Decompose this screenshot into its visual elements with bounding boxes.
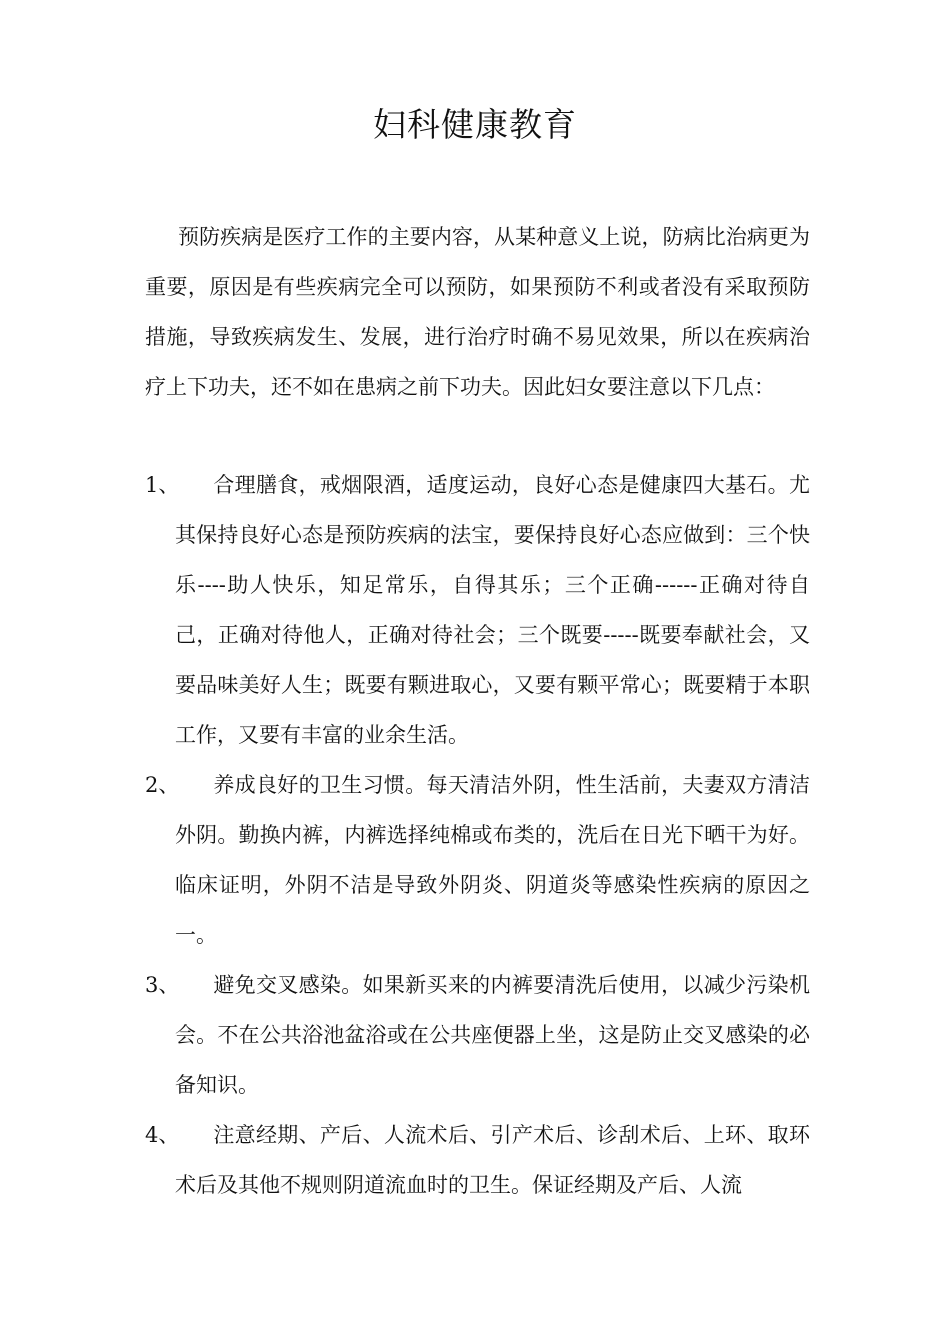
intro-paragraph: 预防疾病是医疗工作的主要内容，从某种意义上说，防病比治病更为重要，原因是有些疾病完全可以预防，如果预防不利或者没有采取预防措施，导致疾病发生、发展，进行治疗时确不易见效果，所以在疾病治疗上下功夫，还不如在患病之前下功夫。因此妇女要注意以下几点： [145,225,810,399]
list-item-text: 养成良好的卫生习惯。每天清洁外阴，性生活前，夫妻双方清洁外阴。勤换内裤，内裤选择纯棉或布类的，洗后在日光下晒干为好。临床证明，外阴不洁是导致外阴炎、阴道炎等感染性疾病的原因之一。 [175,773,810,947]
list-item [145,460,810,760]
list-item [145,1110,810,1210]
list-item-number: 4、 [145,1123,180,1147]
list-item-number: 3、 [145,973,180,997]
advice-list [145,460,810,1210]
list-item-text: 避免交叉感染。如果新买来的内裤要清洗后使用，以减少污染机会。不在公共浴池盆浴或在公共座便器上坐，这是防止交叉感染的必备知识。 [175,973,810,1097]
list-item-text: 合理膳食，戒烟限酒，适度运动，良好心态是健康四大基石。尤其保持良好心态是预防疾病的法宝，要保持良好心态应做到：三个快乐----助人快乐，知足常乐，自得其乐；三个正确------正确对待自己，正确对待他人，正确对待社会；三个既要-----既要奉献社会，又要品味美好人生；既要有颗进取心，又要有颗平常心；既要精于本职工作，又要有丰富的业余生活。 [175,473,810,747]
list-item [145,960,810,1110]
list-item-text: 注意经期、产后、人流术后、引产术后、诊刮术后、上环、取环术后及其他不规则阴道流血时的卫生。保证经期及产后、人流 [175,1123,810,1197]
list-item-number: 1、 [145,473,180,497]
document-title: 妇科健康教育 [373,105,577,144]
list-item [145,760,810,960]
list-item-number: 2、 [145,773,180,797]
